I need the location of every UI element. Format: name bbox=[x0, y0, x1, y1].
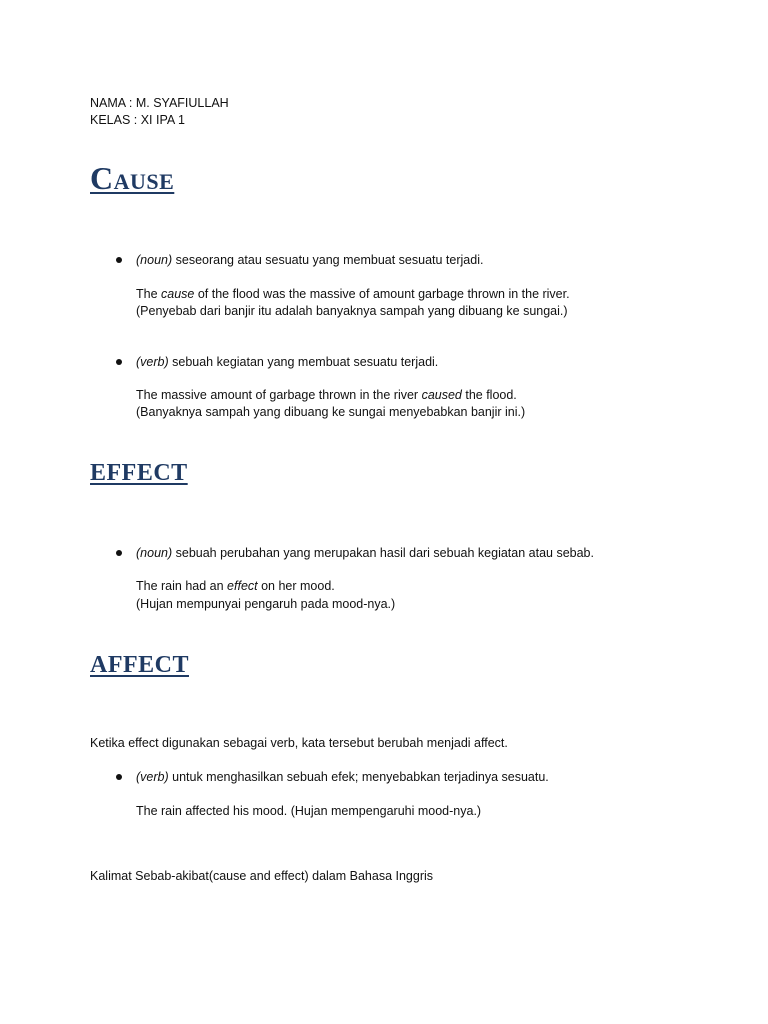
definition-text: sebuah perubahan yang merupakan hasil dari sebuah kegiatan atau sebab. bbox=[172, 546, 594, 560]
student-name: NAMA : M. SYAFIULLAH bbox=[90, 96, 229, 110]
effect-noun-translation: (Hujan mempunyai pengaruh pada mood-nya.) bbox=[136, 597, 396, 611]
example-keyword: effect bbox=[227, 579, 258, 593]
cause-heading bbox=[90, 160, 174, 197]
effect-heading: EFFECT bbox=[90, 460, 188, 486]
example-keyword: cause bbox=[161, 287, 195, 301]
affect-verb-definition bbox=[136, 769, 549, 785]
affect-intro: Ketika effect digunakan sebagai verb, kata tersebut berubah menjadi affect. bbox=[90, 736, 508, 750]
bullet-icon bbox=[116, 774, 122, 780]
definition-text: untuk menghasilkan sebuah efek; menyebabkan terjadinya sesuatu. bbox=[168, 770, 549, 784]
effect-noun-definition bbox=[136, 545, 594, 561]
cause-verb-example bbox=[136, 387, 517, 403]
cause-heading-text: Cause bbox=[90, 160, 175, 196]
affect-heading: AFFECT bbox=[90, 652, 189, 678]
cause-noun-example bbox=[136, 286, 570, 302]
bullet-icon bbox=[116, 257, 122, 263]
affect-verb-example: The rain affected his mood. (Hujan mempengaruhi mood-nya.) bbox=[136, 804, 482, 818]
bullet-icon bbox=[116, 550, 122, 556]
part-of-speech: (verb) bbox=[136, 770, 169, 784]
cause-verb-definition bbox=[136, 354, 438, 370]
part-of-speech: (verb) bbox=[136, 355, 169, 369]
example-text: The rain had an bbox=[136, 579, 228, 593]
effect-noun-example bbox=[136, 578, 335, 594]
cause-verb-translation: (Banyaknya sampah yang dibuang ke sungai menyebabkan banjir ini.) bbox=[136, 405, 526, 419]
closing-line: Kalimat Sebab-akibat(cause and effect) dalam Bahasa Inggris bbox=[90, 869, 434, 883]
student-class: KELAS : XI IPA 1 bbox=[90, 113, 185, 127]
definition-text: seseorang atau sesuatu yang membuat sesuatu terjadi. bbox=[172, 253, 484, 267]
example-text: of the flood was the massive of amount garbage thrown in the river. bbox=[194, 287, 570, 301]
cause-noun-translation: (Penyebab dari banjir itu adalah banyaknya sampah yang dibuang ke sungai.) bbox=[136, 304, 568, 318]
definition-text: sebuah kegiatan yang membuat sesuatu terjadi. bbox=[168, 355, 439, 369]
example-text: on her mood. bbox=[257, 579, 335, 593]
example-keyword: caused bbox=[421, 388, 462, 402]
example-text: The bbox=[136, 287, 162, 301]
example-text: the flood. bbox=[461, 388, 517, 402]
cause-noun-definition bbox=[136, 252, 483, 268]
example-text: The massive amount of garbage thrown in the river bbox=[136, 388, 422, 402]
bullet-icon bbox=[116, 359, 122, 365]
part-of-speech: (noun) bbox=[136, 253, 173, 267]
part-of-speech: (noun) bbox=[136, 546, 173, 560]
